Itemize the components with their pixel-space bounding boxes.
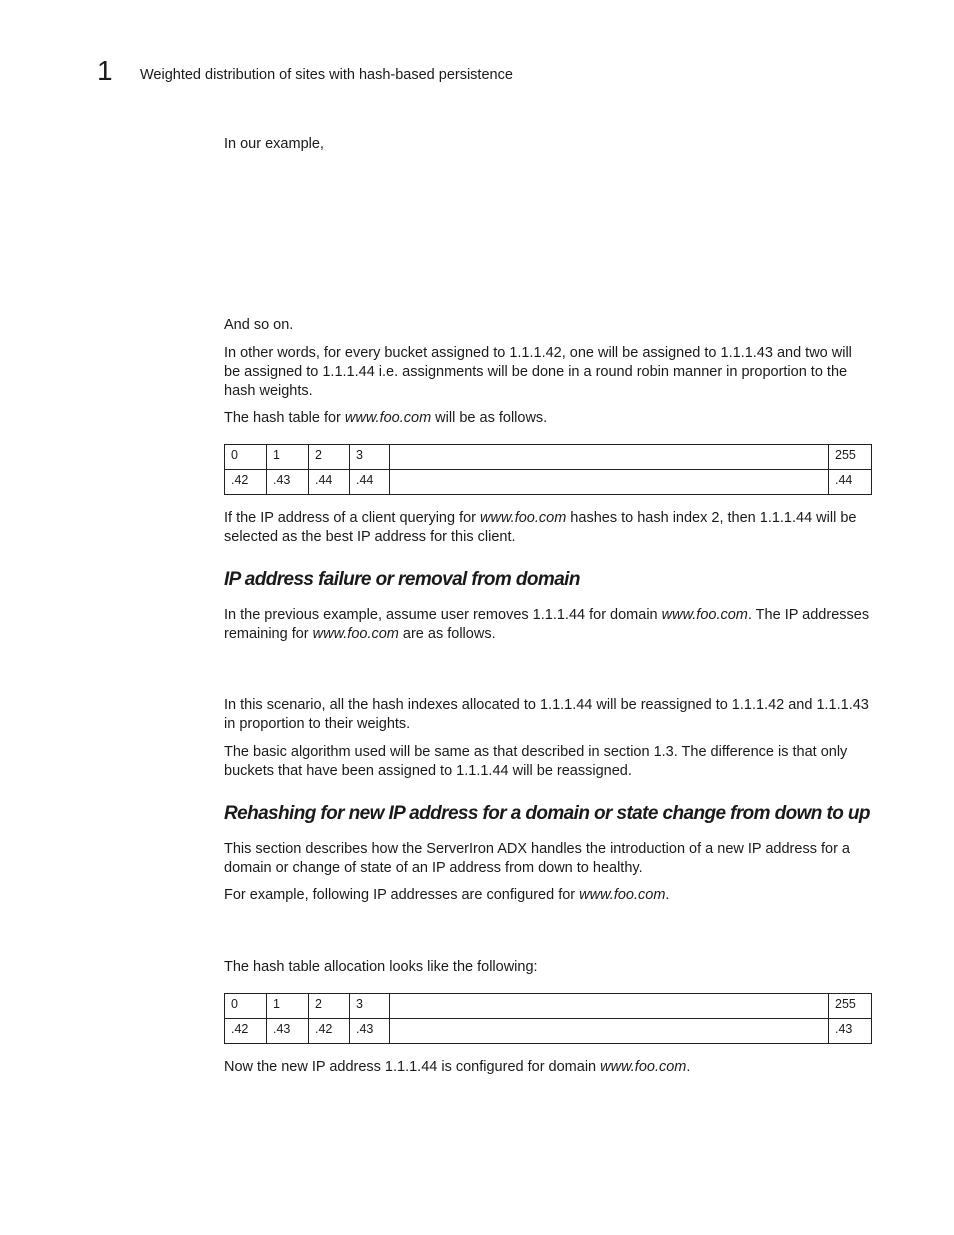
paragraph-hash-table-intro: The hash table for www.foo.com will be as follows. (224, 410, 548, 426)
section-heading-ip-failure: IP address failure or removal from domain (224, 569, 580, 590)
paragraph-in-our-example: In our example, (224, 136, 324, 152)
hash-table-1 (224, 444, 872, 495)
table-cell: .44 (829, 470, 872, 495)
table-cell: .43 (267, 1019, 309, 1044)
paragraph-basic-algorithm: The basic algorithm used will be same as that described in section 1.3. The difference is that only buckets that have been assigned to 1.1.1.44 will be reassigned. (224, 744, 848, 779)
paragraph-in-other-words: In other words, for every bucket assigned to 1.1.1.42, one will be assigned to 1.1.1.43 and two will be assigned to 1.1.1.44 i.e. assignments will be done in a round robin manner in proportion to the hash weights. (224, 345, 852, 399)
domain-name: www.foo.com (600, 1059, 687, 1075)
table-cell: .42 (309, 1019, 350, 1044)
table-cell: .44 (350, 470, 390, 495)
table-row-values (225, 470, 872, 495)
paragraph-client-query: If the IP address of a client querying for www.foo.com hashes to hash index 2, then 1.1.1.44 will be selected as the best IP address for this client. (224, 510, 857, 545)
table-cell: .43 (350, 1019, 390, 1044)
table-row-values (225, 1019, 872, 1044)
paragraph-and-so-on: And so on. (224, 317, 294, 333)
paragraph-section-describes: This section describes how the ServerIron ADX handles the introduction of a new IP address for a domain or change of state of an IP address from down to healthy. (224, 841, 850, 876)
chapter-number: 1 (97, 55, 113, 86)
table-cell (390, 994, 829, 1019)
domain-name: www.foo.com (344, 410, 432, 426)
paragraph-allocation: The hash table allocation looks like the following: (224, 959, 538, 975)
table-cell (390, 445, 829, 470)
running-title: Weighted distribution of sites with hash-based persistence (140, 67, 513, 83)
table-cell (390, 470, 829, 495)
table-cell: .44 (309, 470, 350, 495)
table-cell (390, 1019, 829, 1044)
domain-name: www.foo.com (480, 510, 567, 526)
paragraph-previous-example: In the previous example, assume user removes 1.1.1.44 for domain www.foo.com. The IP addresses remaining for www.foo.com are as follows. (224, 607, 870, 642)
table-cell: .42 (225, 1019, 267, 1044)
table-cell: 3 (350, 445, 390, 470)
paragraph-scenario: In this scenario, all the hash indexes allocated to 1.1.1.44 will be reassigned to 1.1.1.42 and 1.1.1.43 in proportion to their weights. (224, 697, 869, 732)
table-row-indexes (225, 445, 872, 470)
paragraph-for-example: For example, following IP addresses are configured for www.foo.com. (224, 887, 670, 903)
hash-table-2 (224, 993, 872, 1044)
table-cell: 0 (225, 445, 267, 470)
table-cell: .43 (829, 1019, 872, 1044)
table-cell: 1 (267, 994, 309, 1019)
table-cell: 0 (225, 994, 267, 1019)
table-cell: 255 (829, 445, 872, 470)
domain-name: www.foo.com (312, 626, 399, 642)
paragraph-new-ip: Now the new IP address 1.1.1.44 is configured for domain www.foo.com. (224, 1059, 691, 1075)
table-cell: 255 (829, 994, 872, 1019)
table-cell: 2 (309, 445, 350, 470)
domain-name: www.foo.com (661, 607, 748, 623)
table-cell: 2 (309, 994, 350, 1019)
table-cell: 1 (267, 445, 309, 470)
domain-name: www.foo.com (579, 887, 666, 903)
table-cell: 3 (350, 994, 390, 1019)
table-cell: .42 (225, 470, 267, 495)
section-heading-rehashing: Rehashing for new IP address for a domain or state change from down to up (224, 803, 870, 824)
table-row-indexes (225, 994, 872, 1019)
table-cell: .43 (267, 470, 309, 495)
